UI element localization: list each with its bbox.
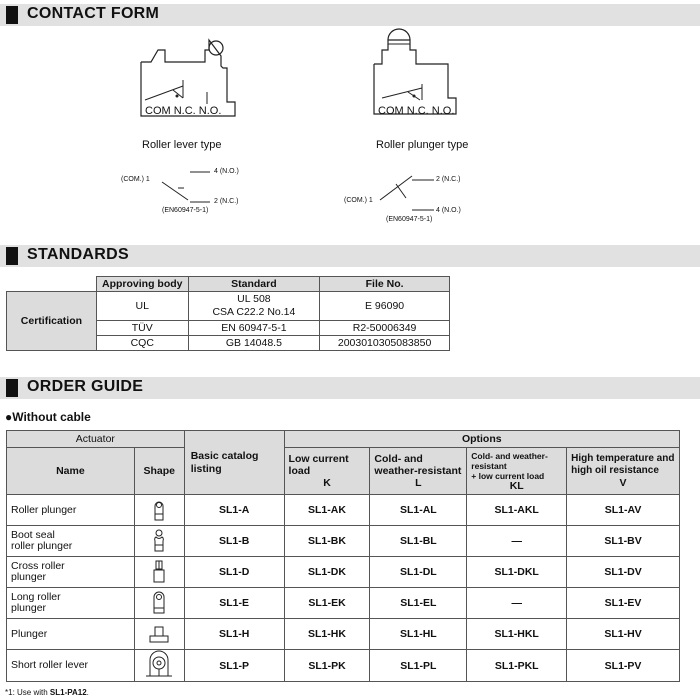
actuator-name: Short roller lever xyxy=(7,650,135,682)
contact-form-title: CONTACT FORM xyxy=(27,5,160,22)
lever-no-label: N.O. xyxy=(198,105,222,117)
shape-header: Shape xyxy=(134,448,184,495)
table-row xyxy=(7,619,680,650)
long-roller-icon xyxy=(149,589,169,615)
plunger-schematic-no: 4 (N.O.) xyxy=(436,207,461,214)
table-row xyxy=(7,495,680,526)
plunger-schematic-nc: 2 (N.C.) xyxy=(436,176,461,183)
lever-nc-label: N.C. xyxy=(173,105,196,117)
plunger-com-label: COM xyxy=(378,105,404,117)
v-code: SL1-HV xyxy=(567,619,680,650)
k-code: SL1-BK xyxy=(284,526,370,557)
cross-roller-icon xyxy=(149,558,169,584)
short-roller-lever-icon xyxy=(144,650,174,678)
basic-code: SL1-D xyxy=(184,557,284,588)
v-code: SL1-EV xyxy=(567,588,680,619)
table-row xyxy=(7,557,680,588)
plunger-schematic-std: (EN60947-5-1) xyxy=(386,216,433,223)
roller-lever-caption: Roller lever type xyxy=(142,139,222,151)
l-code: SL1-PL xyxy=(370,650,467,682)
plunger-no-label: N.O. xyxy=(431,105,455,117)
l-code: SL1-AL xyxy=(370,495,467,526)
section-marker xyxy=(6,379,18,397)
lever-schematic-std: (EN60947-5-1) xyxy=(162,207,209,214)
contact-form-header xyxy=(0,4,700,26)
lever-schematic-no: 4 (N.O.) xyxy=(214,168,239,175)
basic-code: SL1-A xyxy=(184,495,284,526)
file-no-header: File No. xyxy=(320,277,450,292)
standard-cell: UL 508 CSA C22.2 No.14 xyxy=(188,292,320,321)
k-code: SL1-PK xyxy=(284,650,370,682)
basic-catalog-header: Basic catalog listing xyxy=(184,431,284,495)
without-cable-subtitle: ●Without cable xyxy=(5,410,91,424)
v-code: SL1-DV xyxy=(567,557,680,588)
basic-code: SL1-E xyxy=(184,588,284,619)
body-cell: CQC xyxy=(96,336,188,351)
v-code: SL1-AV xyxy=(567,495,680,526)
order-guide-header xyxy=(0,377,700,399)
shape-cell xyxy=(134,557,184,588)
boot-seal-icon xyxy=(149,527,169,553)
standards-header xyxy=(0,245,700,267)
lever-com-label: COM xyxy=(145,105,171,117)
kl-code: SL1-HKL xyxy=(467,619,567,650)
plunger-schematic-com: (COM.) 1 xyxy=(344,197,373,204)
section-marker xyxy=(6,6,18,24)
approving-body-header: Approving body xyxy=(96,277,188,292)
roller-plunger-caption: Roller plunger type xyxy=(376,139,469,151)
file-cell: 2003010305083850 xyxy=(320,336,450,351)
shape-cell xyxy=(134,588,184,619)
k-code: SL1-HK xyxy=(284,619,370,650)
shape-cell xyxy=(134,619,184,650)
actuator-name: Cross roller plunger xyxy=(7,557,135,588)
table-row xyxy=(7,650,680,682)
plunger-icon xyxy=(148,620,170,646)
file-cell: E 96090 xyxy=(320,292,450,321)
section-marker xyxy=(6,247,18,265)
basic-code: SL1-H xyxy=(184,619,284,650)
actuator-name: Long roller plunger xyxy=(7,588,135,619)
standard-header: Standard xyxy=(188,277,320,292)
actuator-name: Roller plunger xyxy=(7,495,135,526)
l-code: SL1-EL xyxy=(370,588,467,619)
shape-cell xyxy=(134,495,184,526)
plunger-nc-label: N.C. xyxy=(406,105,429,117)
table-row xyxy=(7,526,680,557)
lever-schematic-lines xyxy=(150,168,220,212)
name-header: Name xyxy=(7,448,135,495)
basic-code: SL1-B xyxy=(184,526,284,557)
certification-label: Certification xyxy=(7,292,97,351)
kl-code: SL1-PKL xyxy=(467,650,567,682)
standards-table xyxy=(6,276,450,351)
table-row xyxy=(7,588,680,619)
actuator-header: Actuator xyxy=(7,431,185,448)
lever-schematic-com: (COM.) 1 xyxy=(121,176,150,183)
k-code: SL1-AK xyxy=(284,495,370,526)
shape-cell xyxy=(134,526,184,557)
shape-cell xyxy=(134,650,184,682)
option-kl-header: Cold- and weather-resistant + low current load KL xyxy=(467,448,567,495)
plunger-schematic-lines xyxy=(372,170,438,220)
file-cell: R2-50006349 xyxy=(320,321,450,336)
l-code: SL1-HL xyxy=(370,619,467,650)
v-code: SL1-BV xyxy=(567,526,680,557)
k-code: SL1-DK xyxy=(284,557,370,588)
options-header: Options xyxy=(284,431,679,448)
standard-cell: GB 14048.5 xyxy=(188,336,320,351)
roller-plunger-icon xyxy=(149,496,169,522)
l-code: SL1-DL xyxy=(370,557,467,588)
lever-schematic-nc: 2 (N.C.) xyxy=(214,198,239,205)
body-cell: TÜV xyxy=(96,321,188,336)
order-guide-table xyxy=(6,430,680,682)
order-guide-title: ORDER GUIDE xyxy=(27,378,144,395)
kl-code: — xyxy=(467,588,567,619)
k-code: SL1-EK xyxy=(284,588,370,619)
option-k-header: Low current load K xyxy=(284,448,370,495)
kl-code: SL1-AKL xyxy=(467,495,567,526)
standard-cell: EN 60947-5-1 xyxy=(188,321,320,336)
v-code: SL1-PV xyxy=(567,650,680,682)
kl-code: SL1-DKL xyxy=(467,557,567,588)
actuator-name: Plunger xyxy=(7,619,135,650)
standards-title: STANDARDS xyxy=(27,246,129,263)
kl-code: — xyxy=(467,526,567,557)
body-cell: UL xyxy=(96,292,188,321)
option-l-header: Cold- and weather-resistant L xyxy=(370,448,467,495)
option-v-header: High temperature and high oil resistance V xyxy=(567,448,680,495)
actuator-name: Boot seal roller plunger xyxy=(7,526,135,557)
footnote: *1: Use with SL1-PA12. xyxy=(5,688,89,697)
l-code: SL1-BL xyxy=(370,526,467,557)
basic-code: SL1-P xyxy=(184,650,284,682)
